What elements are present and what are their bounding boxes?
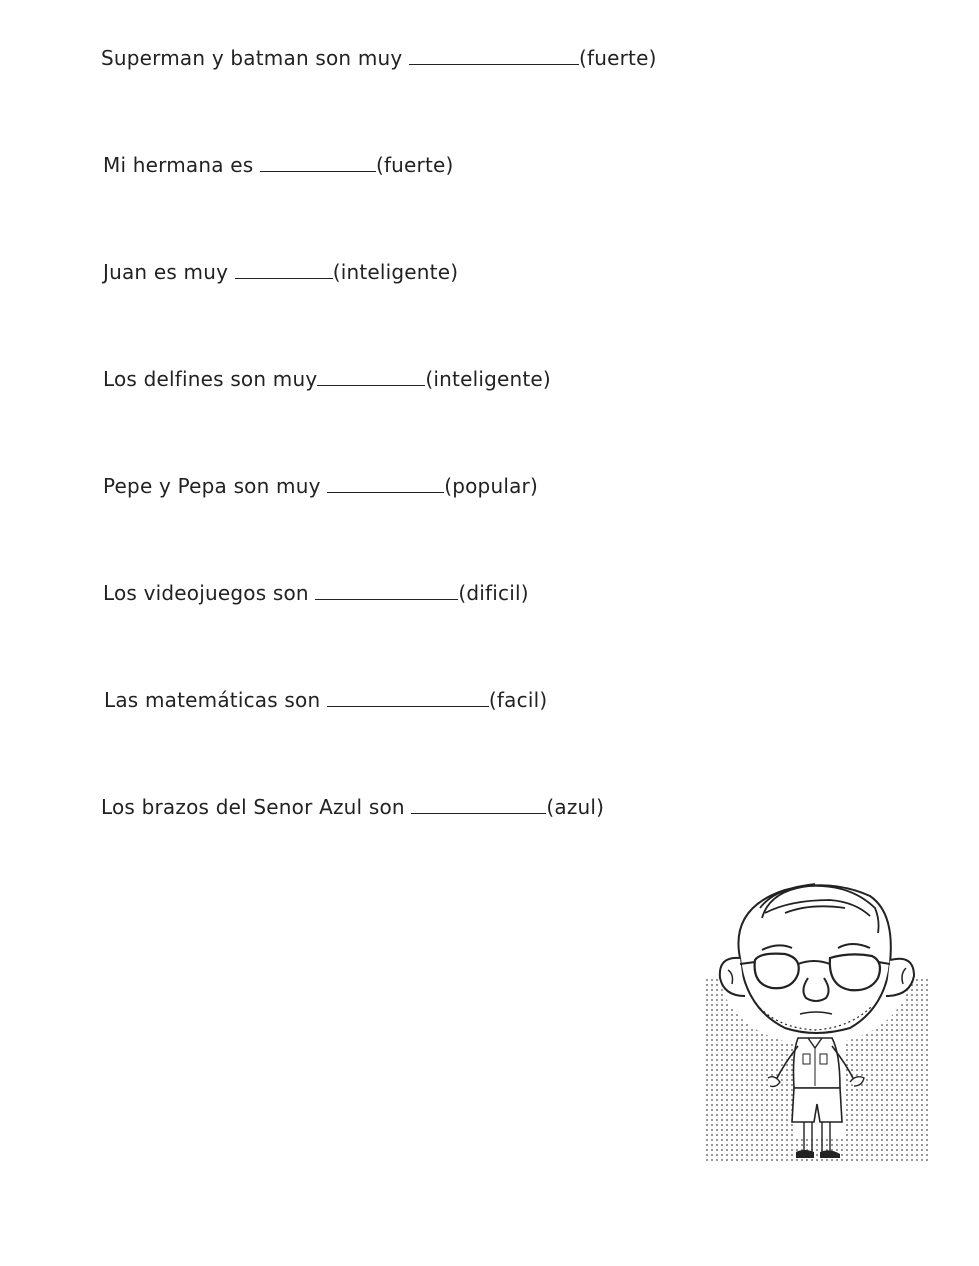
sentence-1 [101,46,657,70]
sentence-text: Mi hermana es [103,153,260,177]
sentence-text: Los delfines son muy [103,367,318,391]
adjective-hint: (inteligente) [332,260,459,284]
answer-blank[interactable] [327,688,489,707]
sentence-text: Superman y batman son muy [101,46,410,70]
answer-blank[interactable] [315,581,458,600]
adjective-hint: (inteligente) [425,367,551,391]
sentence-text: Pepe y Pepa son muy [103,474,328,498]
adjective-hint: (facil) [488,688,548,712]
adjective-hint: (azul) [546,795,605,819]
sentence-text: Las matemáticas son [104,688,327,712]
sentence-8 [101,795,604,819]
sentence-text: Los videojuegos son [103,581,316,605]
sentence-7 [104,688,547,712]
answer-blank[interactable] [409,46,579,65]
adjective-hint: (fuerte) [579,46,657,70]
answer-blank[interactable] [260,153,376,172]
sentence-5 [103,474,538,498]
answer-blank[interactable] [411,795,546,814]
adjective-hint: (dificil) [458,581,529,605]
answer-blank[interactable] [327,474,444,493]
sentence-text: Juan es muy [103,260,235,284]
sentence-3 [103,260,458,284]
answer-blank[interactable] [317,367,425,386]
sentence-text: Los brazos del Senor Azul son [101,795,412,819]
adjective-hint: (popular) [444,474,538,498]
adjective-hint: (fuerte) [375,153,454,177]
sentence-4 [103,367,551,391]
cartoon-man-with-glasses-icon [700,878,930,1168]
sentence-2 [103,153,454,177]
sentence-6 [103,581,529,605]
answer-blank[interactable] [235,260,333,279]
